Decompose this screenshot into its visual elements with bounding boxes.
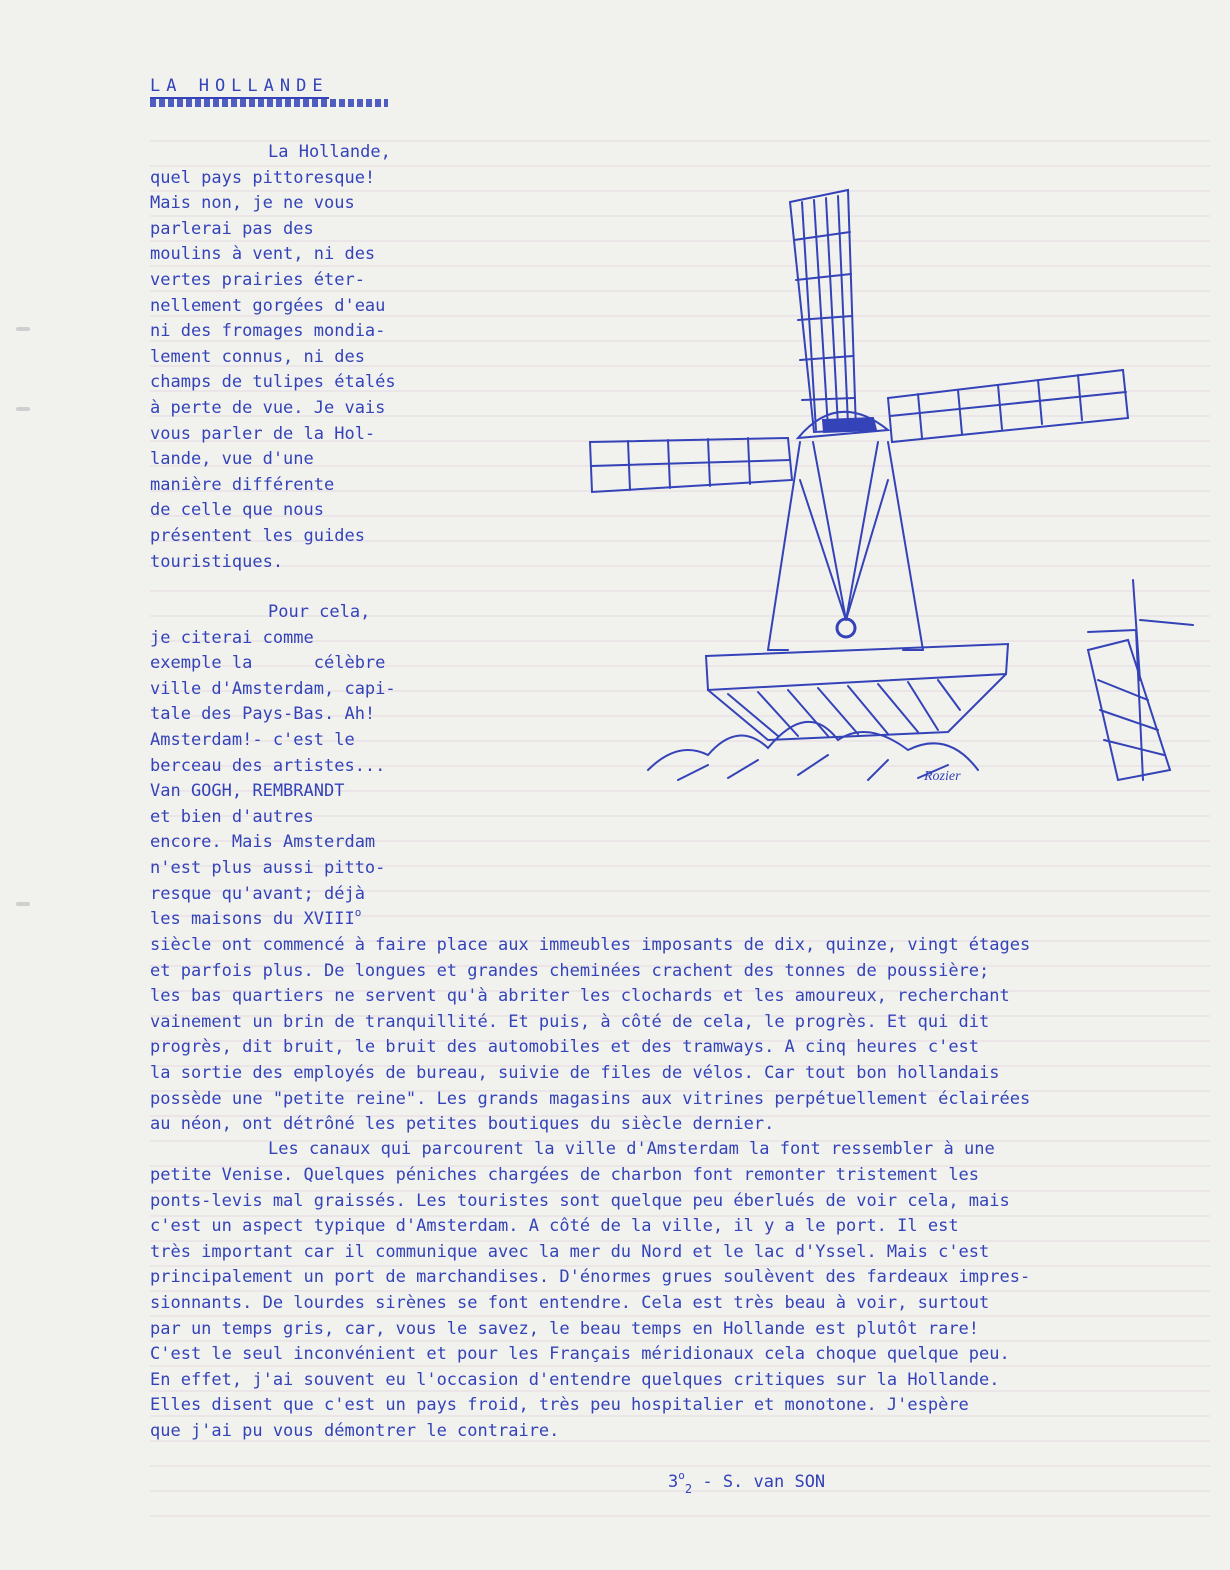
text-line: très important car il communique avec la mer du Nord et le lac d'Yssel. Mais c'est [150, 1241, 990, 1262]
text-line: Mais non, je ne vous [150, 193, 355, 214]
text-line: je citerai comme [150, 627, 314, 648]
text-span: les maisons du XVIII [150, 909, 355, 930]
footer-credit [668, 1469, 826, 1496]
text-line: touristiques. [150, 551, 284, 572]
text-line: ni des fromages mondia- [150, 321, 386, 342]
text-line: progrès, dit bruit, le bruit des automobiles et des tramways. A cinq heures c'est [150, 1037, 980, 1058]
text-line: et bien d'autres [150, 806, 314, 827]
footer-class-sup: o [678, 1469, 685, 1482]
text-line: par un temps gris, car, vous le savez, le beau temps en Hollande est plutôt rare! [150, 1318, 980, 1339]
text-line: encore. Mais Amsterdam [150, 832, 376, 853]
text-line: la sortie des employés de bureau, suivie de files de vélos. Car tout bon hollandais [150, 1063, 1000, 1083]
text-line: Amsterdam!- c'est le [150, 730, 355, 750]
text-line: à perte de vue. Je vais [150, 398, 386, 418]
text-line: Pour cela, [268, 602, 371, 622]
text-line: tale des Pays-Bas. Ah! [150, 704, 376, 725]
windmill-drawing [588, 180, 1200, 800]
punch-mark [16, 327, 30, 331]
text-line: C'est le seul inconvénient et pour les Français méridionaux cela choque quelque peu. [150, 1344, 1010, 1365]
text-line: possède une "petite reine". Les grands magasins aux vitrines perpétuellement éclairées [150, 1088, 1031, 1109]
text-line: lande, vue d'une [150, 449, 314, 470]
text-line: ponts-levis mal graissés. Les touristes sont quelque peu éberlués de voir cela, mais [150, 1190, 1010, 1211]
text-line: sionnants. De lourdes sirènes se font entendre. Cela est très beau à voir, surtout [150, 1293, 990, 1313]
text-line: champs de tulipes étalés [150, 372, 396, 393]
page-title: LA HOLLANDE [150, 76, 329, 99]
text-line: resque qu'avant; déjà [150, 883, 365, 904]
text-line: n'est plus aussi pitto- [150, 858, 386, 878]
text-line: quel pays pittoresque! [150, 167, 376, 188]
title-underline [150, 99, 388, 107]
text-line: et parfois plus. De longues et grandes cheminées crachent des tonnes de poussière; [150, 960, 990, 981]
footer-author: - S. van SON [692, 1472, 826, 1492]
text-line: siècle ont commencé à faire place aux immeubles imposants de dix, quinze, vingt étages [150, 935, 1031, 955]
text-line: Van GOGH, REMBRANDT [150, 781, 345, 802]
text-line: moulins à vent, ni des [150, 244, 376, 265]
footer-class-main: 3 [668, 1472, 679, 1492]
text-line: principalement un port de marchandises. D'énormes grues soulèvent des fardeaux impres- [150, 1267, 1031, 1288]
text-line: nellement gorgées d'eau [150, 295, 386, 316]
text-line: lement connus, ni des [150, 346, 365, 367]
text-line: que j'ai pu vous démontrer le contraire. [150, 1421, 560, 1441]
text-line: de celle que nous [150, 500, 324, 521]
text-line: Les canaux qui parcourent la ville d'Amsterdam la font ressembler à une [268, 1139, 995, 1159]
text-line: manière différente [150, 474, 335, 495]
text-line: ville d'Amsterdam, capi- [150, 678, 396, 699]
text-line: La Hollande, [268, 142, 391, 162]
text-line: exemple la célèbre [150, 653, 386, 674]
footer-class-sub: 2 [684, 1482, 693, 1496]
text-line: En effet, j'ai souvent eu l'occasion d'entendre quelques critiques sur la Hollande. [150, 1369, 1000, 1390]
text-line: vertes prairies éter- [150, 270, 365, 290]
punch-mark [16, 902, 30, 906]
artist-signature: Rozier [924, 769, 961, 784]
text-line: présentent les guides [150, 526, 365, 546]
text-line: Elles disent que c'est un pays froid, très peu hospitalier et monotone. J'espère [150, 1395, 969, 1416]
text-line: au néon, ont détrôné les petites boutiques du siècle dernier. [150, 1114, 775, 1135]
text-line: vous parler de la Hol- [150, 423, 376, 444]
text-line: c'est un aspect typique d'Amsterdam. A côté de la ville, il y a le port. Il est [150, 1216, 959, 1237]
text-line: petite Venise. Quelques péniches chargées de charbon font remonter tristement les [150, 1165, 980, 1185]
text-line: parlerai pas des [150, 218, 314, 239]
text-line: berceau des artistes... [150, 755, 386, 776]
text-line [150, 907, 361, 933]
superscript: o [354, 906, 362, 920]
text-line: vainement un brin de tranquillité. Et puis, à côté de cela, le progrès. Et qui dit [150, 1011, 990, 1032]
text-line: les bas quartiers ne servent qu'à abriter les clochards et les amoureux, recherchant [150, 986, 1010, 1007]
punch-mark [16, 407, 30, 411]
